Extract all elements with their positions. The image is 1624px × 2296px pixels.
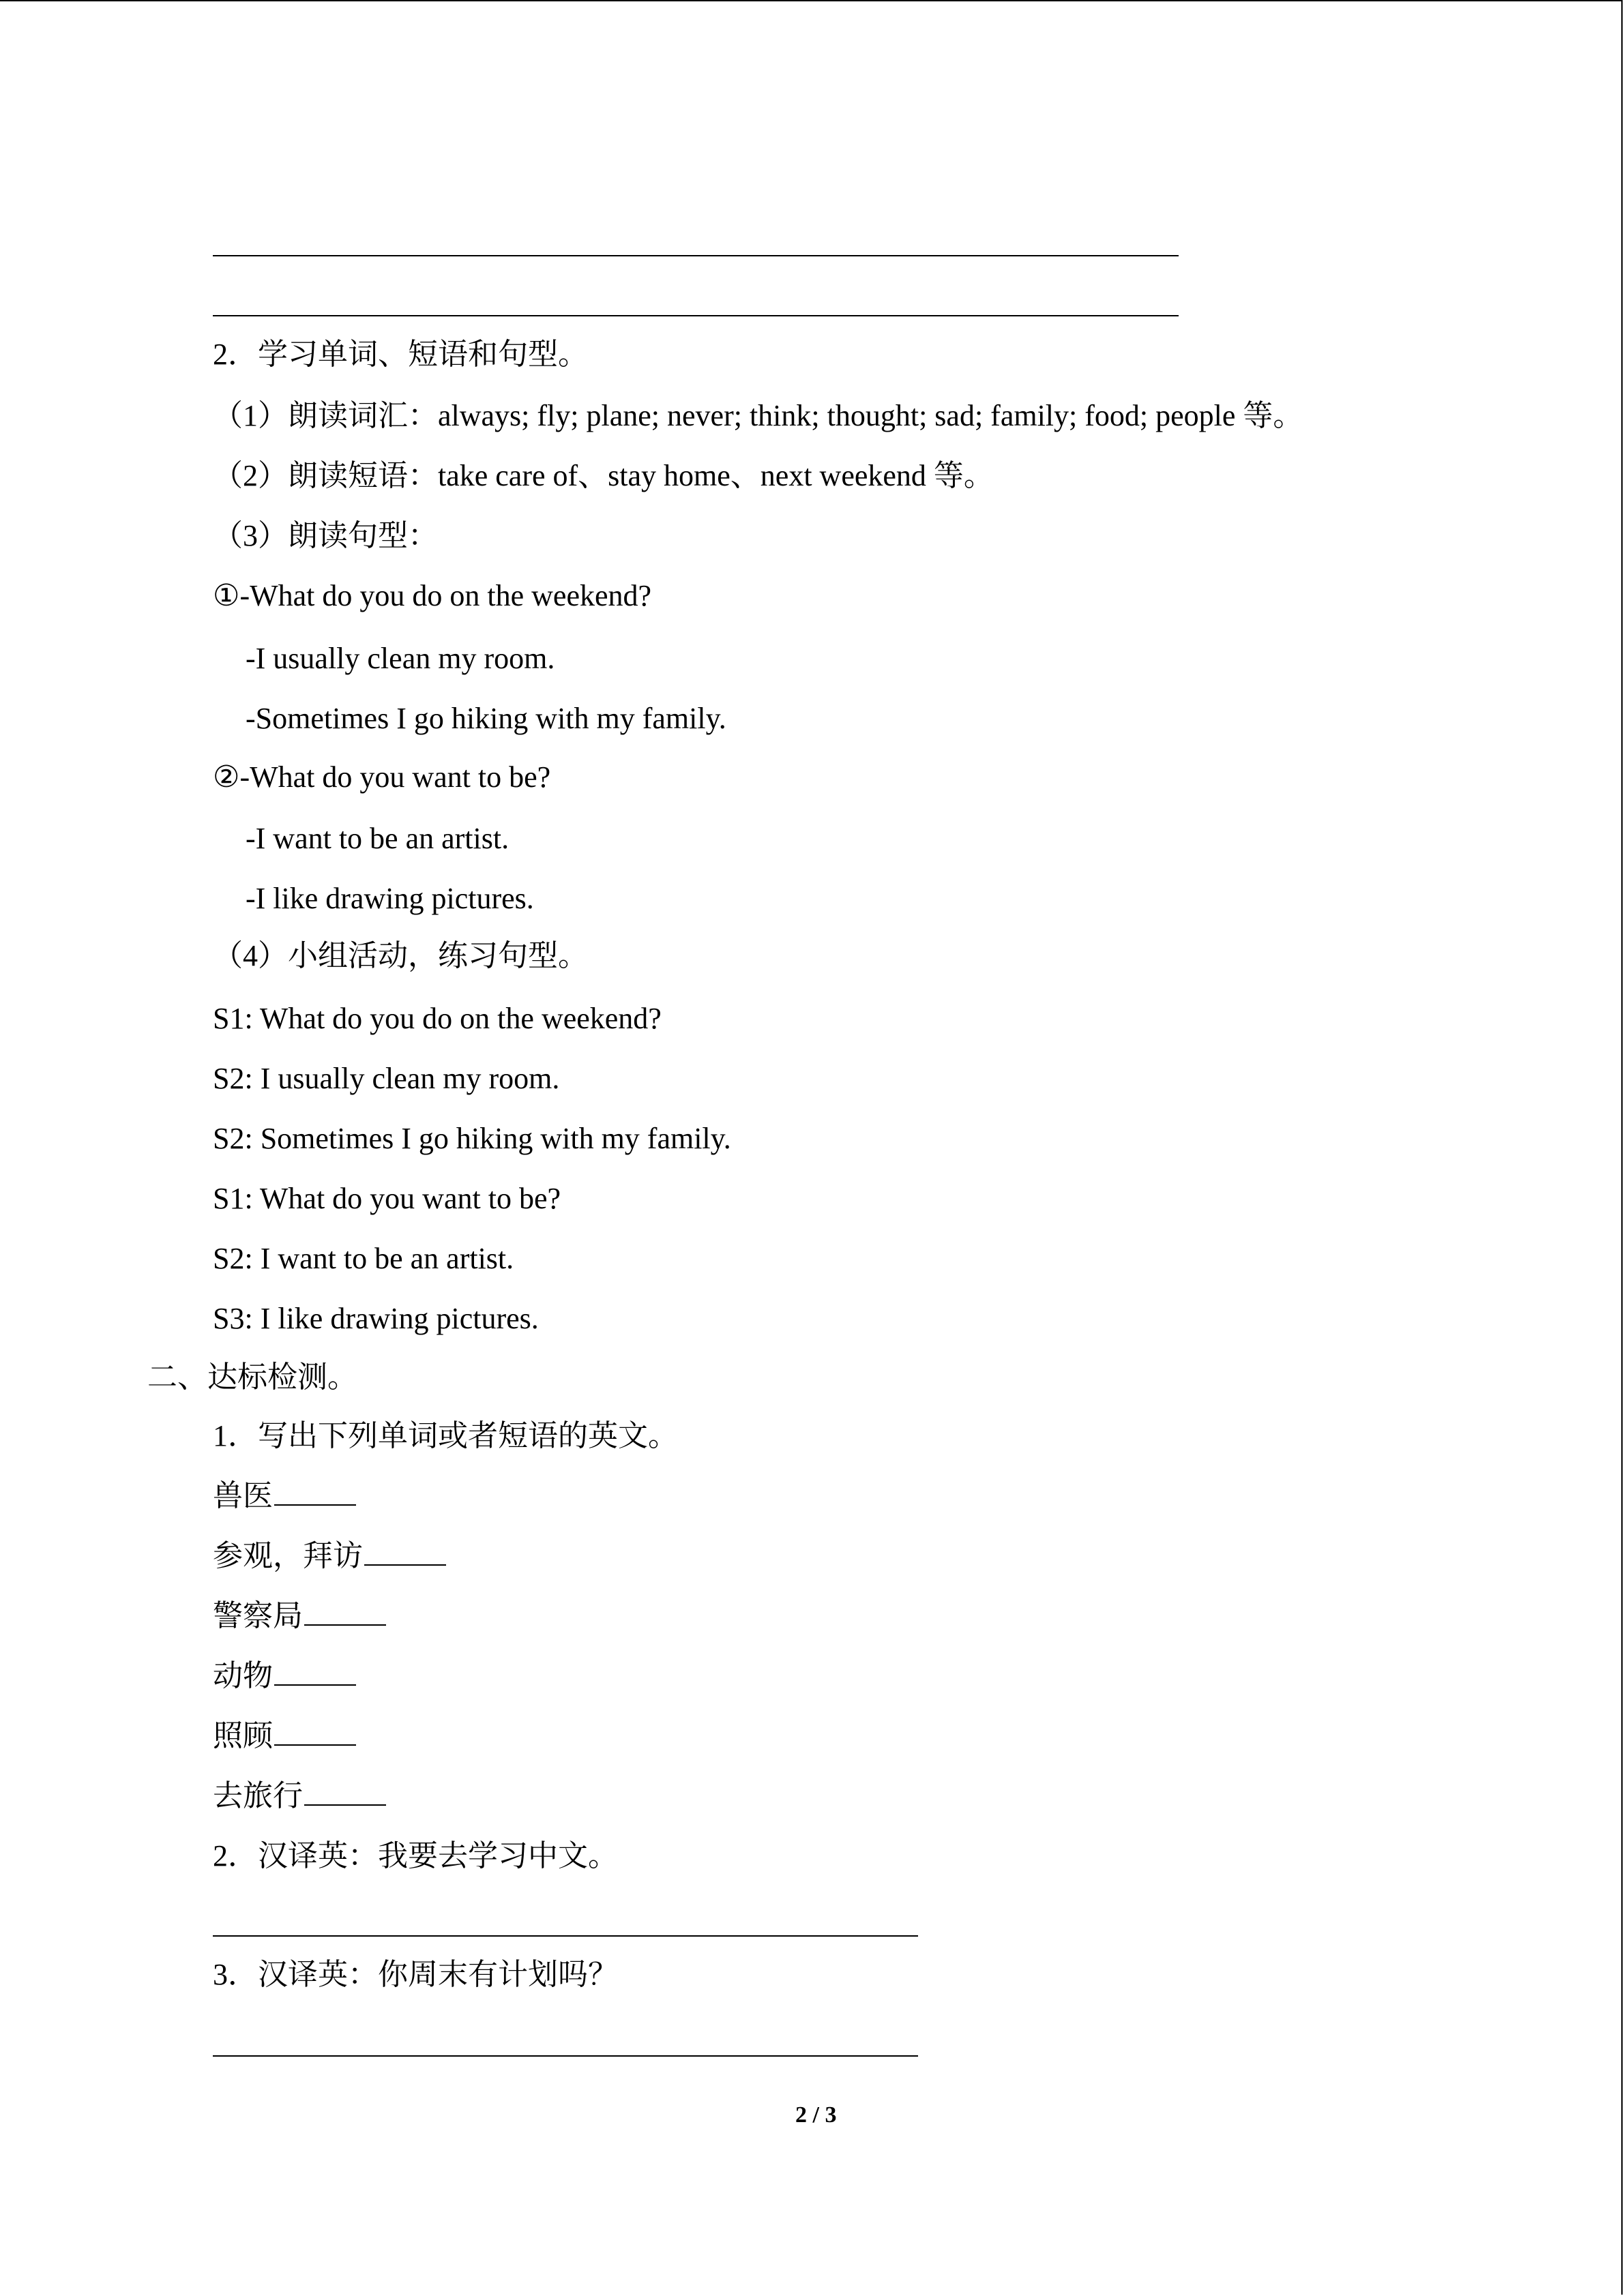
- vocab-item-label: 警察局: [213, 1599, 303, 1632]
- answer-blank[interactable]: [364, 1537, 446, 1566]
- answer-line-top-1: [213, 255, 1179, 256]
- page-number: 2 / 3: [795, 2102, 837, 2128]
- vocab-item-label: 照顾: [213, 1719, 273, 1753]
- pattern1-question: ①-What do you do on the weekend?: [213, 579, 652, 612]
- phrase-reading: （2）朗读短语：take care of、stay home、next weekend 等。: [213, 459, 994, 492]
- pattern2-answer2: -I like drawing pictures.: [246, 882, 534, 915]
- question3-title: 3．汉译英：你周末有计划吗？: [213, 1958, 618, 1991]
- vocab-reading: （1）朗读词汇：always; fly; plane; never; think; thought; sad; family; food; people 等。: [213, 399, 1303, 432]
- answer-blank[interactable]: [304, 1777, 386, 1806]
- vocab-item-label: 兽医: [213, 1479, 273, 1512]
- question2-answer-line[interactable]: [213, 1935, 918, 1937]
- vocab-item: [213, 1537, 446, 1575]
- question1-title: 1．写出下列单词或者短语的英文。: [213, 1419, 678, 1452]
- group-activity-title: （4）小组活动，练习句型。: [213, 939, 588, 972]
- section2-title: 二、达标检测。: [147, 1360, 357, 1394]
- vocab-item: [213, 1657, 356, 1695]
- dialogue-line: S1: What do you do on the weekend?: [213, 1002, 662, 1035]
- pattern1-answer2: -Sometimes I go hiking with my family.: [246, 702, 726, 735]
- dialogue-line: S3: I like drawing pictures.: [213, 1302, 539, 1335]
- dialogue-line: S2: Sometimes I go hiking with my family.: [213, 1122, 731, 1155]
- answer-blank[interactable]: [274, 1717, 356, 1746]
- item2-title: 2．学习单词、短语和句型。: [213, 338, 588, 371]
- answer-line-top-2: [213, 315, 1179, 316]
- pattern2-question: ②-What do you want to be?: [213, 760, 551, 794]
- answer-blank[interactable]: [274, 1657, 356, 1686]
- answer-blank[interactable]: [304, 1597, 386, 1626]
- vocab-item: [213, 1717, 356, 1755]
- pattern-reading-title: （3）朗读句型：: [213, 519, 438, 552]
- vocab-item: [213, 1777, 386, 1815]
- dialogue-line: S1: What do you want to be?: [213, 1182, 561, 1215]
- pattern1-answer1: -I usually clean my room.: [246, 642, 555, 675]
- vocab-item-label: 动物: [213, 1659, 273, 1693]
- vocab-item: [213, 1477, 356, 1515]
- dialogue-line: S2: I want to be an artist.: [213, 1242, 514, 1275]
- vocab-item: [213, 1597, 386, 1635]
- vocab-item-label: 去旅行: [213, 1779, 303, 1813]
- answer-blank[interactable]: [274, 1477, 356, 1506]
- dialogue-line: S2: I usually clean my room.: [213, 1062, 560, 1095]
- question3-answer-line[interactable]: [213, 2055, 918, 2057]
- vocab-item-label: 参观，拜访: [213, 1539, 363, 1572]
- question2-title: 2．汉译英：我要去学习中文。: [213, 1839, 618, 1873]
- pattern2-answer1: -I want to be an artist.: [246, 822, 510, 855]
